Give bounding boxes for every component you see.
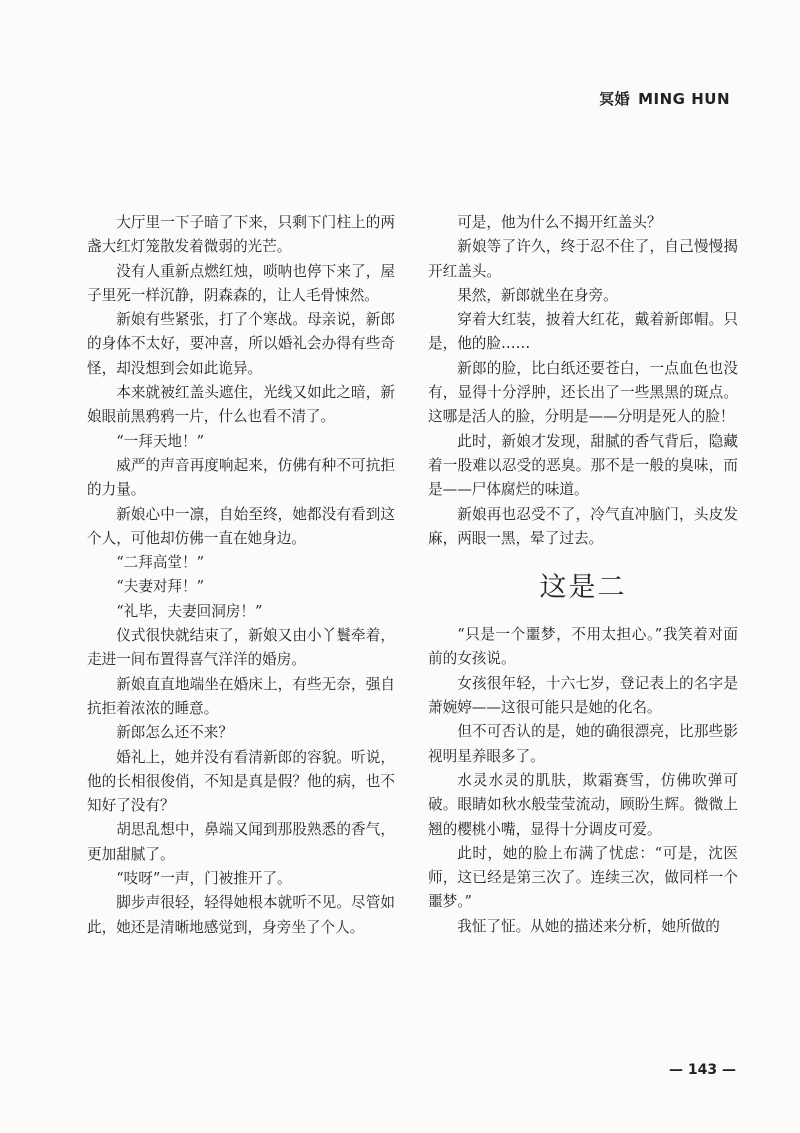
paragraph: “只是一个噩梦，不用太担心。”我笑着对面前的女孩说。 [428, 626, 738, 668]
page-number: — 143 — [669, 1062, 736, 1078]
header-title-cn: 冥婚 [599, 90, 631, 108]
paragraph: 新郎怎么还不来？ [116, 724, 233, 742]
paragraph: 可是，他为什么不揭开红盖头？ [457, 214, 662, 231]
paragraph: 新娘再也忍受不了，冷气直冲脑门，头皮发麻，两眼一黑，晕了过去。 [428, 505, 738, 547]
paragraph: “一拜天地！” [116, 432, 205, 450]
paragraph: 新娘心中一凛，自始至终，她都没有看到这个人，可他却仿佛一直在她身边。 [87, 505, 395, 547]
paragraph: 胡思乱想中，鼻端又闻到那股熟悉的香气，更加甜腻了。 [87, 821, 395, 863]
section-heading: 这是二 [539, 572, 627, 604]
paragraph: 仪式很快就结束了，新娘又由小丫鬟牵着，走进一间布置得喜气洋洋的婚房。 [87, 627, 395, 669]
paragraph: 大厅里一下子暗了下来，只剩下门柱上的两盏大红灯笼散发着微弱的光芒。 [87, 214, 395, 256]
paragraph: 脚步声很轻，轻得她根本就听不见。尽管如此，她还是清晰地感觉到，身旁坐了个人。 [87, 894, 395, 936]
paragraph: 新娘直直地端坐在婚床上，有些无奈，强自抗拒着浓浓的睡意。 [87, 675, 395, 717]
paragraph: 威严的声音再度响起来，仿佛有种不可抗拒的力量。 [87, 456, 395, 499]
paragraph: “吱呀”一声，门被推开了。 [116, 870, 292, 888]
paragraph: “礼毕，夫妻回洞房！” [116, 602, 263, 620]
paragraph: 新郎的脸，比白纸还要苍白，一点血色也没有，显得十分浮肿，还长出了一些黑黑的斑点。这哪是活人的脸，分明是——分明是死人的脸！ [428, 359, 738, 426]
paragraph: 水灵水灵的肌肤，欺霜赛雪，仿佛吹弹可破。眼睛如秋水般莹莹流动，顾盼生辉。微微上翘的樱桃小嘴，显得十分调皮可爱。 [428, 771, 738, 838]
header-title-latin: MING HUN [638, 90, 730, 108]
paragraph: 没有人重新点燃红烛，唢呐也停下来了，屋子里死一样沉静，阴森森的，让人毛骨悚然。 [87, 262, 395, 304]
paragraph: 本来就被红盖头遮住，光线又如此之暗，新娘眼前黑鸦鸦一片，什么也看不清了。 [87, 384, 395, 426]
paragraph: “二拜高堂！” [116, 554, 205, 572]
paragraph: 此时，新娘才发现，甜腻的香气背后，隐藏着一股难以忍受的恶臭。那不是一般的臭味，而是——尸体腐烂的味道。 [428, 432, 738, 499]
paragraph: 女孩很年轻，十六七岁，登记表上的名字是萧婉婷——这很可能只是她的化名。 [428, 674, 738, 717]
paragraph: 此时，她的脸上布满了忧虑：“可是，沈医师，这已经是第三次了。连续三次，做同样一个噩梦。” [428, 844, 738, 911]
left-column [87, 211, 395, 940]
right-column [428, 211, 738, 939]
paragraph: 新娘等了许久，终于忍不住了，自己慢慢揭开红盖头。 [428, 238, 738, 280]
paragraph: 我怔了怔。从她的描述来分析，她所做的 [457, 917, 720, 935]
running-header [599, 88, 730, 109]
paragraph: 婚礼上，她并没有看清新郎的容貌。听说，他的长相很俊俏，不知是真是假？他的病，也不知好了没有？ [87, 748, 395, 815]
paragraph: “夫妻对拜！” [116, 578, 205, 596]
paragraph: 果然，新郎就坐在身旁。 [457, 286, 618, 304]
paragraph: 穿着大红装，披着大红花，戴着新郎帽。只是，他的脸…… [428, 311, 738, 353]
paragraph: 但不可否认的是，她的确很漂亮，比那些影视明星养眼多了。 [428, 723, 738, 765]
paragraph: 新娘有些紧张，打了个寒战。母亲说，新郎的身体不太好，要冲喜，所以婚礼会办得有些奇怪，却没想到会如此诡异。 [87, 311, 395, 377]
